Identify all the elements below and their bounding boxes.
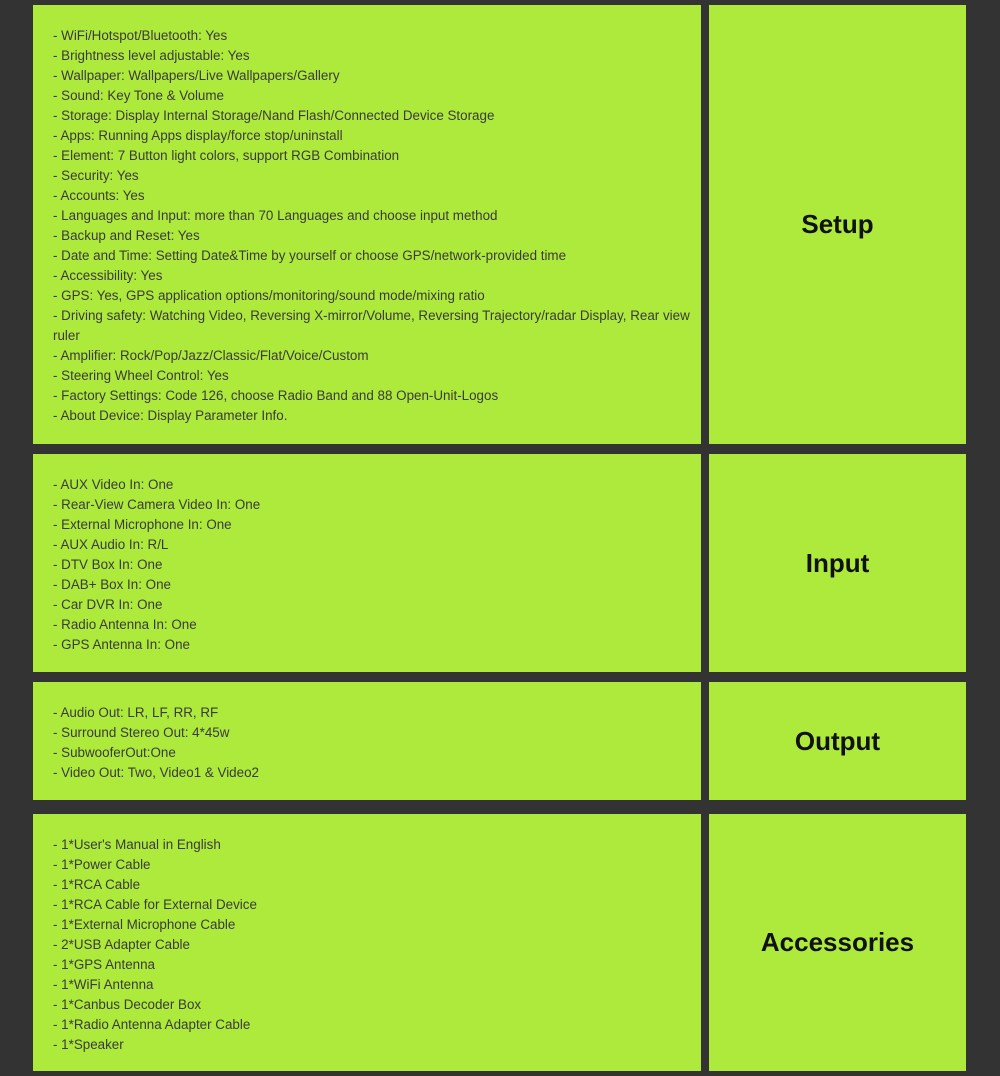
spec-list-item: - 1*Radio Antenna Adapter Cable bbox=[53, 1017, 251, 1032]
spec-list-item: - 1*Power Cable bbox=[53, 857, 151, 872]
spec-list-item: - 1*User's Manual in English bbox=[53, 837, 221, 852]
spec-list-item: - Factory Settings: Code 126, choose Radio Band and 88 Open-Unit-Logos bbox=[53, 388, 499, 403]
spec-list-item: - Audio Out: LR, LF, RR, RF bbox=[53, 705, 219, 720]
spec-list-item: - Surround Stereo Out: 4*45w bbox=[53, 725, 230, 740]
input-heading: Input bbox=[805, 547, 870, 578]
spec-list-item: - Video Out: Two, Video1 & Video2 bbox=[53, 765, 259, 780]
spec-list-item: - Sound: Key Tone & Volume bbox=[53, 88, 224, 103]
spec-list-item: - 1*GPS Antenna bbox=[53, 957, 155, 972]
spec-list-item: - Steering Wheel Control: Yes bbox=[53, 368, 229, 383]
input-spec-list bbox=[33, 454, 701, 672]
spec-list-item: - Security: Yes bbox=[53, 168, 139, 183]
spec-list-item: - Car DVR In: One bbox=[53, 597, 163, 612]
spec-list-item: - External Microphone In: One bbox=[53, 517, 232, 532]
spec-list-item: - 1*RCA Cable for External Device bbox=[53, 897, 257, 912]
output-heading-cell bbox=[709, 682, 966, 800]
spec-list-item: - Date and Time: Setting Date&Time by yourself or choose GPS/network-provided time bbox=[53, 248, 567, 263]
spec-list-item: - 1*External Microphone Cable bbox=[53, 917, 236, 932]
spec-list-item: - Wallpaper: Wallpapers/Live Wallpapers/Gallery bbox=[53, 68, 340, 83]
spec-list-item: - Amplifier: Rock/Pop/Jazz/Classic/Flat/Voice/Custom bbox=[53, 348, 369, 363]
spec-list-item: - 1*Speaker bbox=[53, 1037, 124, 1052]
spec-list-item: - About Device: Display Parameter Info. bbox=[53, 408, 288, 423]
setup-heading-cell bbox=[709, 5, 966, 444]
setup-heading: Setup bbox=[801, 209, 874, 239]
spec-list-item: - AUX Video In: One bbox=[53, 477, 174, 492]
spec-list-item: - 1*WiFi Antenna bbox=[53, 977, 154, 992]
output-spec-list bbox=[33, 682, 701, 800]
spec-list-item: - 2*USB Adapter Cable bbox=[53, 937, 190, 952]
spec-list-item: - Brightness level adjustable: Yes bbox=[53, 48, 250, 63]
spec-list-item: - GPS Antenna In: One bbox=[53, 637, 190, 652]
spec-list-item: - DTV Box In: One bbox=[53, 557, 163, 572]
spec-list-item: - 1*RCA Cable bbox=[53, 877, 141, 892]
spec-list-item: - Driving safety: Watching Video, Reversing X-mirror/Volume, Reversing Trajectory/radar Display, Rear view ruler bbox=[53, 308, 690, 343]
setup-spec-list bbox=[33, 5, 701, 444]
accessories-list bbox=[33, 814, 701, 1071]
spec-list-item: - Element: 7 Button light colors, support RGB Combination bbox=[53, 148, 400, 163]
spec-list-item: - DAB+ Box In: One bbox=[53, 577, 171, 592]
spec-list-item: - GPS: Yes, GPS application options/monitoring/sound mode/mixing ratio bbox=[53, 288, 485, 303]
spec-list-item: - Apps: Running Apps display/force stop/uninstall bbox=[53, 128, 343, 143]
spec-list-item: - Rear-View Camera Video In: One bbox=[53, 497, 261, 512]
spec-list-item: - Languages and Input: more than 70 Languages and choose input method bbox=[53, 208, 498, 223]
accessories-heading-cell bbox=[709, 814, 966, 1071]
spec-list-item: - 1*Canbus Decoder Box bbox=[53, 997, 202, 1012]
spec-list-item: - Storage: Display Internal Storage/Nand Flash/Connected Device Storage bbox=[53, 108, 495, 123]
output-heading: Output bbox=[794, 725, 881, 756]
spec-list-item: - SubwooferOut:One bbox=[53, 745, 176, 760]
spec-list-item: - AUX Audio In: R/L bbox=[53, 537, 169, 552]
spec-list-item: - WiFi/Hotspot/Bluetooth: Yes bbox=[53, 28, 228, 43]
spec-list-item: - Accessibility: Yes bbox=[53, 268, 163, 283]
spec-list-item: - Radio Antenna In: One bbox=[53, 617, 197, 632]
spec-list-item: - Accounts: Yes bbox=[53, 188, 145, 203]
spec-list-item: - Backup and Reset: Yes bbox=[53, 228, 200, 243]
accessories-heading: Accessories bbox=[760, 927, 915, 957]
input-heading-cell bbox=[709, 454, 966, 672]
